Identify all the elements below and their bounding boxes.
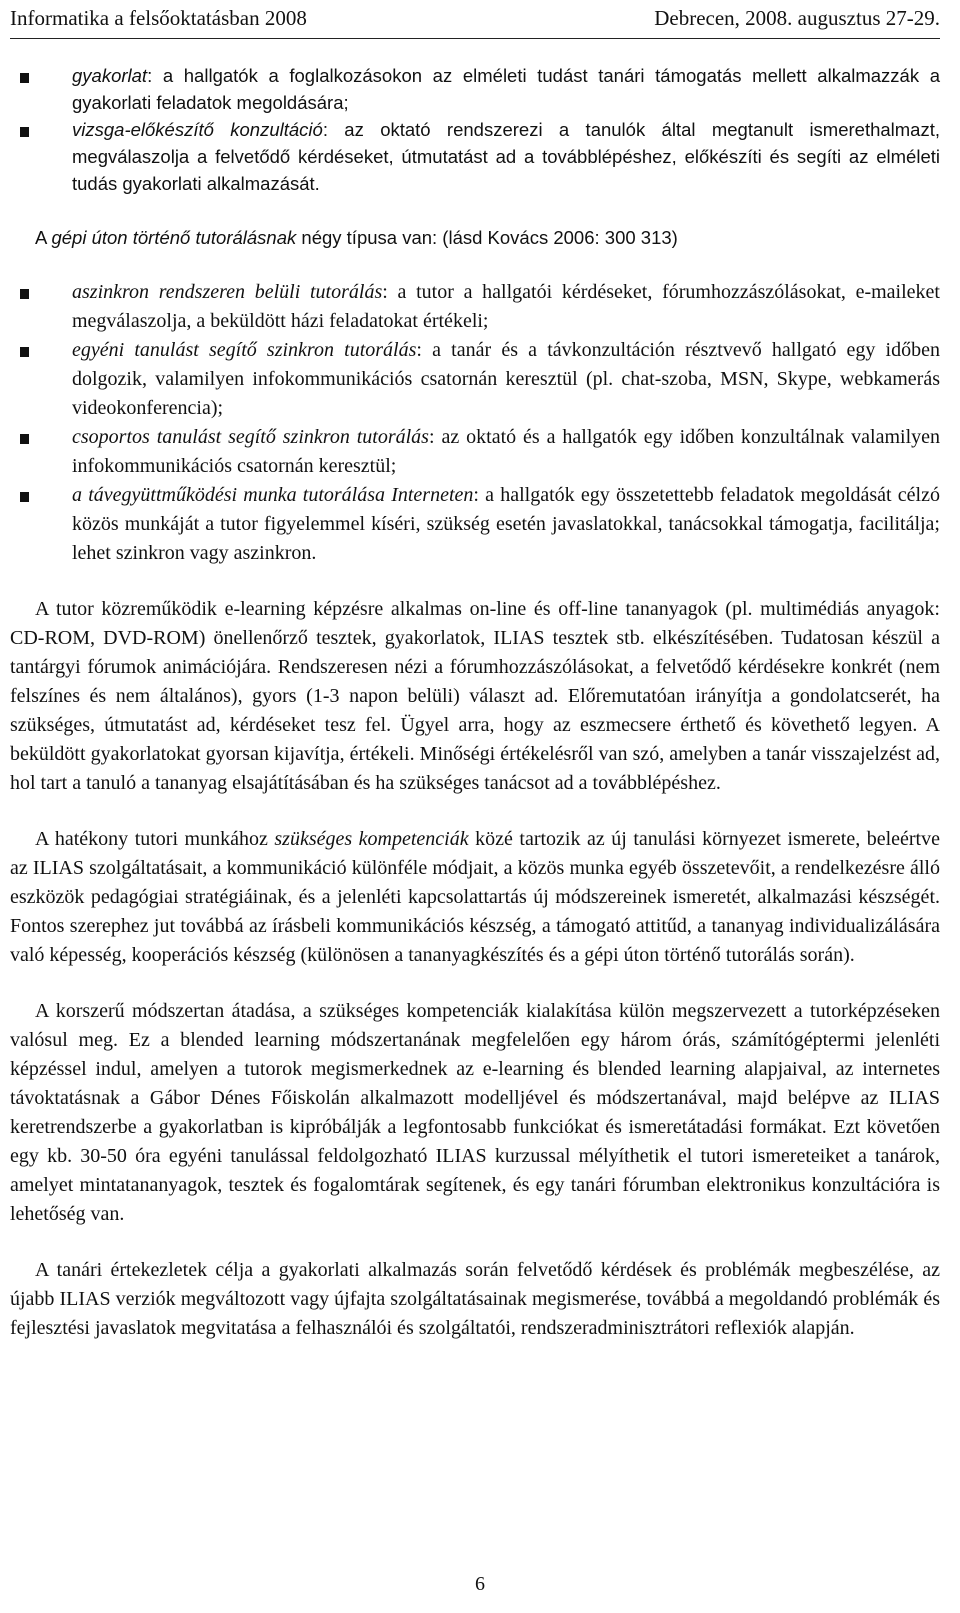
list-item bbox=[10, 116, 940, 197]
list-item bbox=[10, 423, 940, 481]
header-date: Debrecen, 2008. augusztus 27-29. bbox=[654, 6, 940, 30]
list-item-term: csoportos tanulást segítő szinkron tutorálás bbox=[72, 426, 429, 448]
page-number: 6 bbox=[475, 1573, 485, 1595]
intro-term: gépi úton történő tutorálásnak bbox=[51, 227, 297, 248]
list-item-term: vizsga-előkészítő konzultáció bbox=[72, 119, 323, 140]
square-bullet-icon bbox=[20, 347, 29, 357]
list-item bbox=[10, 62, 940, 116]
square-bullet-icon bbox=[20, 73, 29, 83]
list-item-term: egyéni tanulást segítő szinkron tutorálás bbox=[72, 339, 417, 361]
tutoring-types-list bbox=[10, 278, 940, 568]
list-item bbox=[10, 481, 940, 568]
list-item-term: a távegyüttműködési munka tutorálása Interneten bbox=[72, 484, 474, 506]
competencies-term: szükséges kompetenciák bbox=[274, 828, 469, 850]
list-item-term: gyakorlat bbox=[72, 65, 148, 86]
square-bullet-icon bbox=[20, 127, 29, 137]
paragraph-competencies: A hatékony tutori munkához szükséges kompetenciák közé tartozik az új tanulási környezet ismerete, beleértve az ILIAS szolgáltatásait, a kommunikáció különféle módjait, a közös munka egyéb összetevőit, a rendelkezésre álló eszközök pedagógiai stratégiáinak, és a jelenléti kapcsolattartás új módszereinek ismeretét, alkalmazási készségét. Fontos szerephez jut továbbá az írásbeli kommunikációs készség, a támogató attitűd, a tananyag individualizálására való képesség, kooperációs készség (különösen a tananyagkészítés és a gépi úton történő tutorálás során). bbox=[10, 828, 940, 966]
list-item-text: : az oktató rendszerezi a tanulók által megtanult ismerethalmazt, megválaszolja a felvetődő kérdéseket, útmutatást ad a továbblépéshez, előkészíti és segíti az elméleti tudás gyakorlati alkalmazását. bbox=[72, 119, 941, 194]
square-bullet-icon bbox=[20, 492, 29, 502]
list-item-text: : a tutor a hallgatói kérdéseket, fórumhozzászólásokat, e-maileket megválaszolja, a beküldött házi feladatokat értékeli; bbox=[72, 281, 940, 332]
header-title: Informatika a felsőoktatásban 2008 bbox=[10, 6, 307, 30]
list-item-text: : a hallgatók egy összetettebb feladatok megoldását célzó közös munkáját a tutor figyelemmel kíséri, szükség esetén javaslatokkal, tanácsokkal támogatja, facilitálja; lehet szinkron vagy aszinkron. bbox=[72, 484, 940, 564]
list-item bbox=[10, 278, 940, 336]
list-item-term: aszinkron rendszeren belüli tutorálás bbox=[72, 281, 383, 303]
square-bullet-icon bbox=[20, 434, 29, 444]
tutoring-types-intro: A gépi úton történő tutorálásnak négy típusa van: (lásd Kovács 2006: 300 313) bbox=[35, 227, 678, 248]
list-item-text: : a hallgatók a foglalkozásokon az elméleti tudást tanári támogatás mellett alkalmazzák a gyakorlati feladatok megoldására; bbox=[72, 65, 940, 113]
list-item bbox=[10, 336, 940, 423]
paragraph-tutor-role: A tutor közreműködik e-learning képzésre alkalmas on-line és off-line tananyagok (pl. multimédiás anyagok: CD-ROM, DVD-ROM) önellenőrző tesztek, gyakorlatok, ILIAS tesztek stb. elkészítésében. Tudatosan készül a tantárgyi fórumok animációjára. Rendszeresen nézi a fórumhozzászólásokat, a felvetődő kérdésekre konkrét (nem felszínes és nem általános), gyors (1-3 napon belüli) választ ad. Előremutatóan irányítja a gondolatcserét, ha szükséges, útmutatást ad, kérdéseket tesz fel. Ügyel arra, hogy az eszmecsere érthető és követhető legyen. A beküldött gyakorlatokat gyorsan kijavítja, értékeli. Minőségi értékelésről van szó, amelyben a tanár visszajelzést ad, hol tart a tanuló a tananyag elsajátításában és ha szükséges tanácsot ad a továbblépéshez. bbox=[10, 598, 940, 794]
document-body bbox=[10, 62, 940, 1343]
page-header bbox=[10, 6, 940, 39]
activity-list bbox=[10, 62, 940, 197]
paragraph-training: A korszerű módszertan átadása, a szükséges kompetenciák kialakítása külön megszervezett a tutorképzéseken valósul meg. Ez a blended learning módszertanának megfelelően egy három órás, számítógéptermi jelenléti képzéssel indul, amelyen a tutorok megismerkednek az e-learning és blended learning alapjaival, az internetes távoktatásnak a Gábor Dénes Főiskolán alkalmazott modelljével és módszertanával, majd belépve az ILIAS keretrendszerbe a gyakorlatban is kipróbálják a legfontosabb funkciókat és ismeretátadási formákat. Ezt követően egy kb. 30-50 óra egyéni tanulással feldolgozható ILIAS kurzussal mélyíthetik el tutori ismereteiket a tanárok, amelyet mintatananyagok, tesztek és fogalomtárak segítenek, és egy tanári fórumban elektronikus konzultációra is lehetőség van. bbox=[10, 1000, 940, 1225]
list-item-text: : az oktató és a hallgatók egy időben konzultálnak valamilyen infokommunikációs csatornán keresztül; bbox=[72, 426, 941, 477]
list-item-text: : a tanár és a távkonzultáción résztvevő hallgató egy időben dolgozik, valamilyen infokommunikációs csatornán keresztül (pl. chat-szoba, MSN, Skype, webkamerás videokonferencia); bbox=[72, 339, 940, 419]
square-bullet-icon bbox=[20, 289, 29, 299]
paragraph-meetings: A tanári értekezletek célja a gyakorlati alkalmazás során felvetődő kérdések és problémák megbeszélése, az újabb ILIAS verziók megváltozott vagy újfajta szolgáltatásainak megismerése, továbbá a megoldandó problémák és fejlesztési javaslatok megvitatása a felhasználói és szolgáltatói, rendszeradminisztrátori reflexiók alapján. bbox=[10, 1259, 940, 1339]
